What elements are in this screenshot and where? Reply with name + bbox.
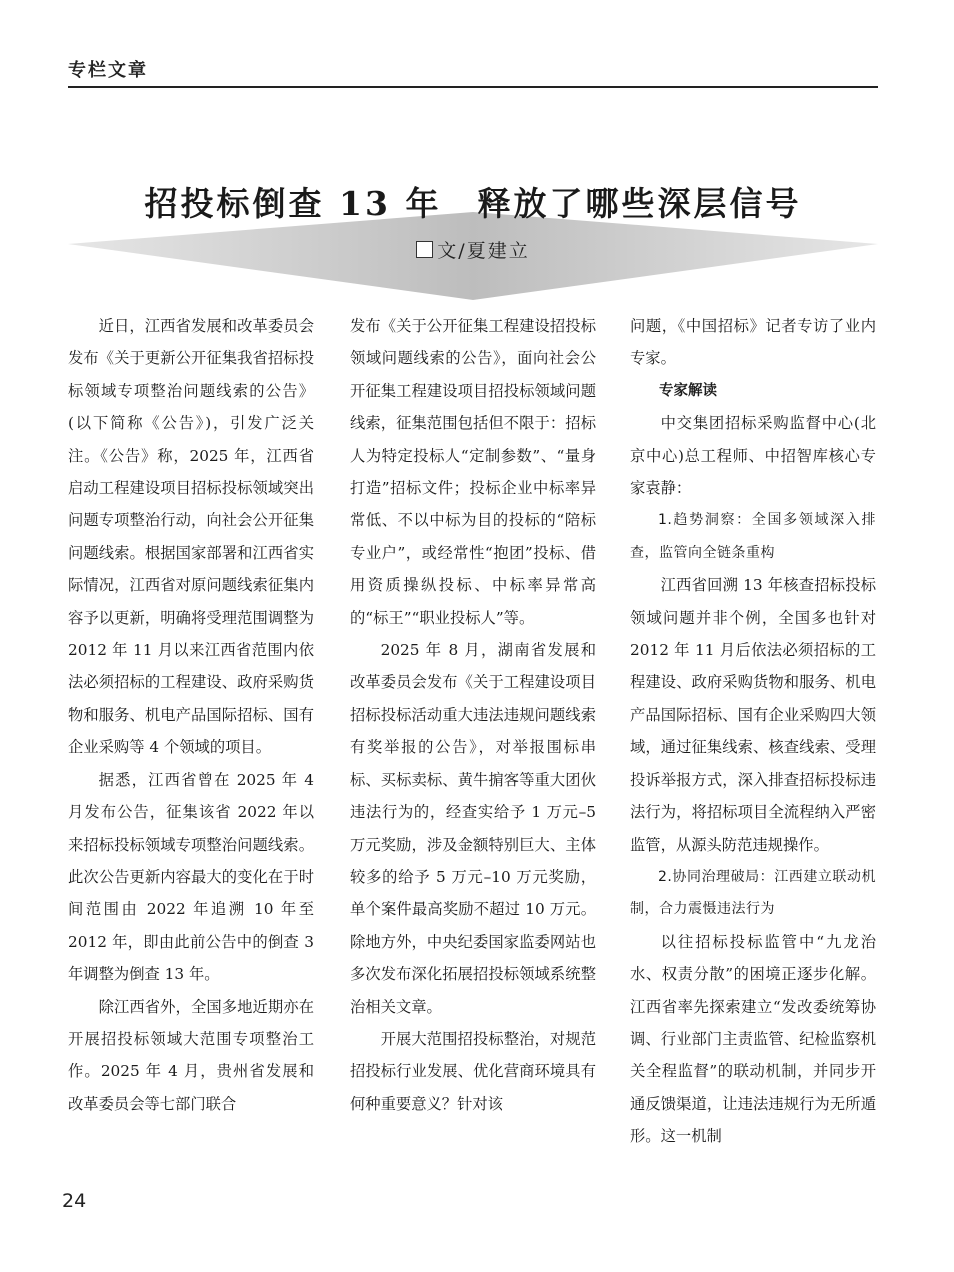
point-heading: 2.协同治理破局：江西建立联动机制，合力震慑违法行为 xyxy=(630,868,876,918)
author: 文/夏建立 xyxy=(437,240,530,262)
paragraph: 2025 年 8 月，湖南省发展和改革委员会发布《关于工程建设项目招标投标活动重大违法违规问题线索有奖举报的公告》，对举报围标串标、买标卖标、黄牛掮客等重大团伙违法行为的，经查实给予 1 万元–5 万元奖励，涉及金额特别巨大、主体较多的给予 5 万元–10 万元奖励，单个案件最高奖励不超过 10 万元。除地方外，中央纪委国家监委网站也多次发布深化拓展招投标领域系统整治相关文章。 xyxy=(350,641,596,1016)
point-heading: 1.趋势洞察：全国多领域深入排查，监管向全链条重构 xyxy=(630,512,876,561)
header-divider xyxy=(68,86,878,88)
column-3 xyxy=(630,310,876,1153)
paragraph: 以往招标投标监管中“九龙治水、权责分散”的困境正逐步化解。江西省率先探索建立“发改委统筹协调、行业部门主责监管、纪检监察机关全程监督”的联动机制，并同步开通反馈渠道，让违法违规行为无所遁形。这一机制 xyxy=(630,932,876,1146)
paragraph: 发布《关于公开征集工程建设招投标领域问题线索的公告》，面向社会公开征集工程建设项目招投标领域问题线索，征集范围包括但不限于：招标人为特定投标人“定制参数”、“量身打造”招标文件；投标企业中标率异常低、不以中标为目的投标的“陪标专业户”，或经常性“抱团”投标、借用资质操纵投标、中标率异常高的“标王”“职业投标人”等。 xyxy=(350,317,596,627)
article-title: 招投标倒查 13 年 释放了哪些深层信号 xyxy=(144,184,802,223)
section-label: 专栏文章 xyxy=(68,60,148,81)
paragraph: 中交集团招标采购监督中心(北京中心)总工程师、中招智库核心专家袁静： xyxy=(630,414,876,498)
paragraph: 问题，《中国招标》记者专访了业内专家。 xyxy=(630,317,876,368)
page-number: 24 xyxy=(62,1190,87,1212)
subheading: 专家解读 xyxy=(659,382,717,399)
paragraph: 除江西省外，全国多地近期亦在开展招投标领域大范围专项整治工作。2025 年 4 月，贵州省发展和改革委员会等七部门联合 xyxy=(68,997,314,1113)
column-1 xyxy=(68,310,314,1120)
paragraph: 开展大范围招投标整治，对规范招投标行业发展、优化营商环境具有何种重要意义？针对该 xyxy=(350,1029,596,1113)
square-icon xyxy=(416,241,433,258)
byline xyxy=(68,236,878,263)
paragraph: 近日，江西省发展和改革委员会发布《关于更新公开征集我省招标投标领域专项整治问题线索的公告》(以下简称《公告》)，引发广泛关注。《公告》称，2025 年，江西省启动工程建设项目招标投标领域突出问题专项整治行动，向社会公开征集问题线索。根据国家部署和江西省实际情况，江西省对原问题线索征集内容予以更新，明确将受理范围调整为 2012 年 11 月以来江西省范围内依法必须招标的工程建设、政府采购货物和服务、机电产品国际招标、国有企业采购等 4 个领域的项目。 xyxy=(68,317,314,757)
column-2 xyxy=(350,310,596,1120)
paragraph: 据悉，江西省曾在 2025 年 4 月发布公告，征集该省 2022 年以来招标投标领域专项整治问题线索。此次公告更新内容最大的变化在于时间范围由 2022 年追溯 10 年至 2012 年，即由此前公告中的倒查 3 年调整为倒查 13 年。 xyxy=(68,770,314,984)
paragraph: 江西省回溯 13 年核查招标投标领域问题并非个例，全国多也针对 2012 年 11 月后依法必须招标的工程建设、政府采购货物和服务、机电产品国际招标、国有企业采购四大领域，通过征集线索、核查线索、受理投诉举报方式，深入排查招标投标违法行为，将招标项目全流程纳入严密监管，从源头防范违规操作。 xyxy=(630,576,876,854)
